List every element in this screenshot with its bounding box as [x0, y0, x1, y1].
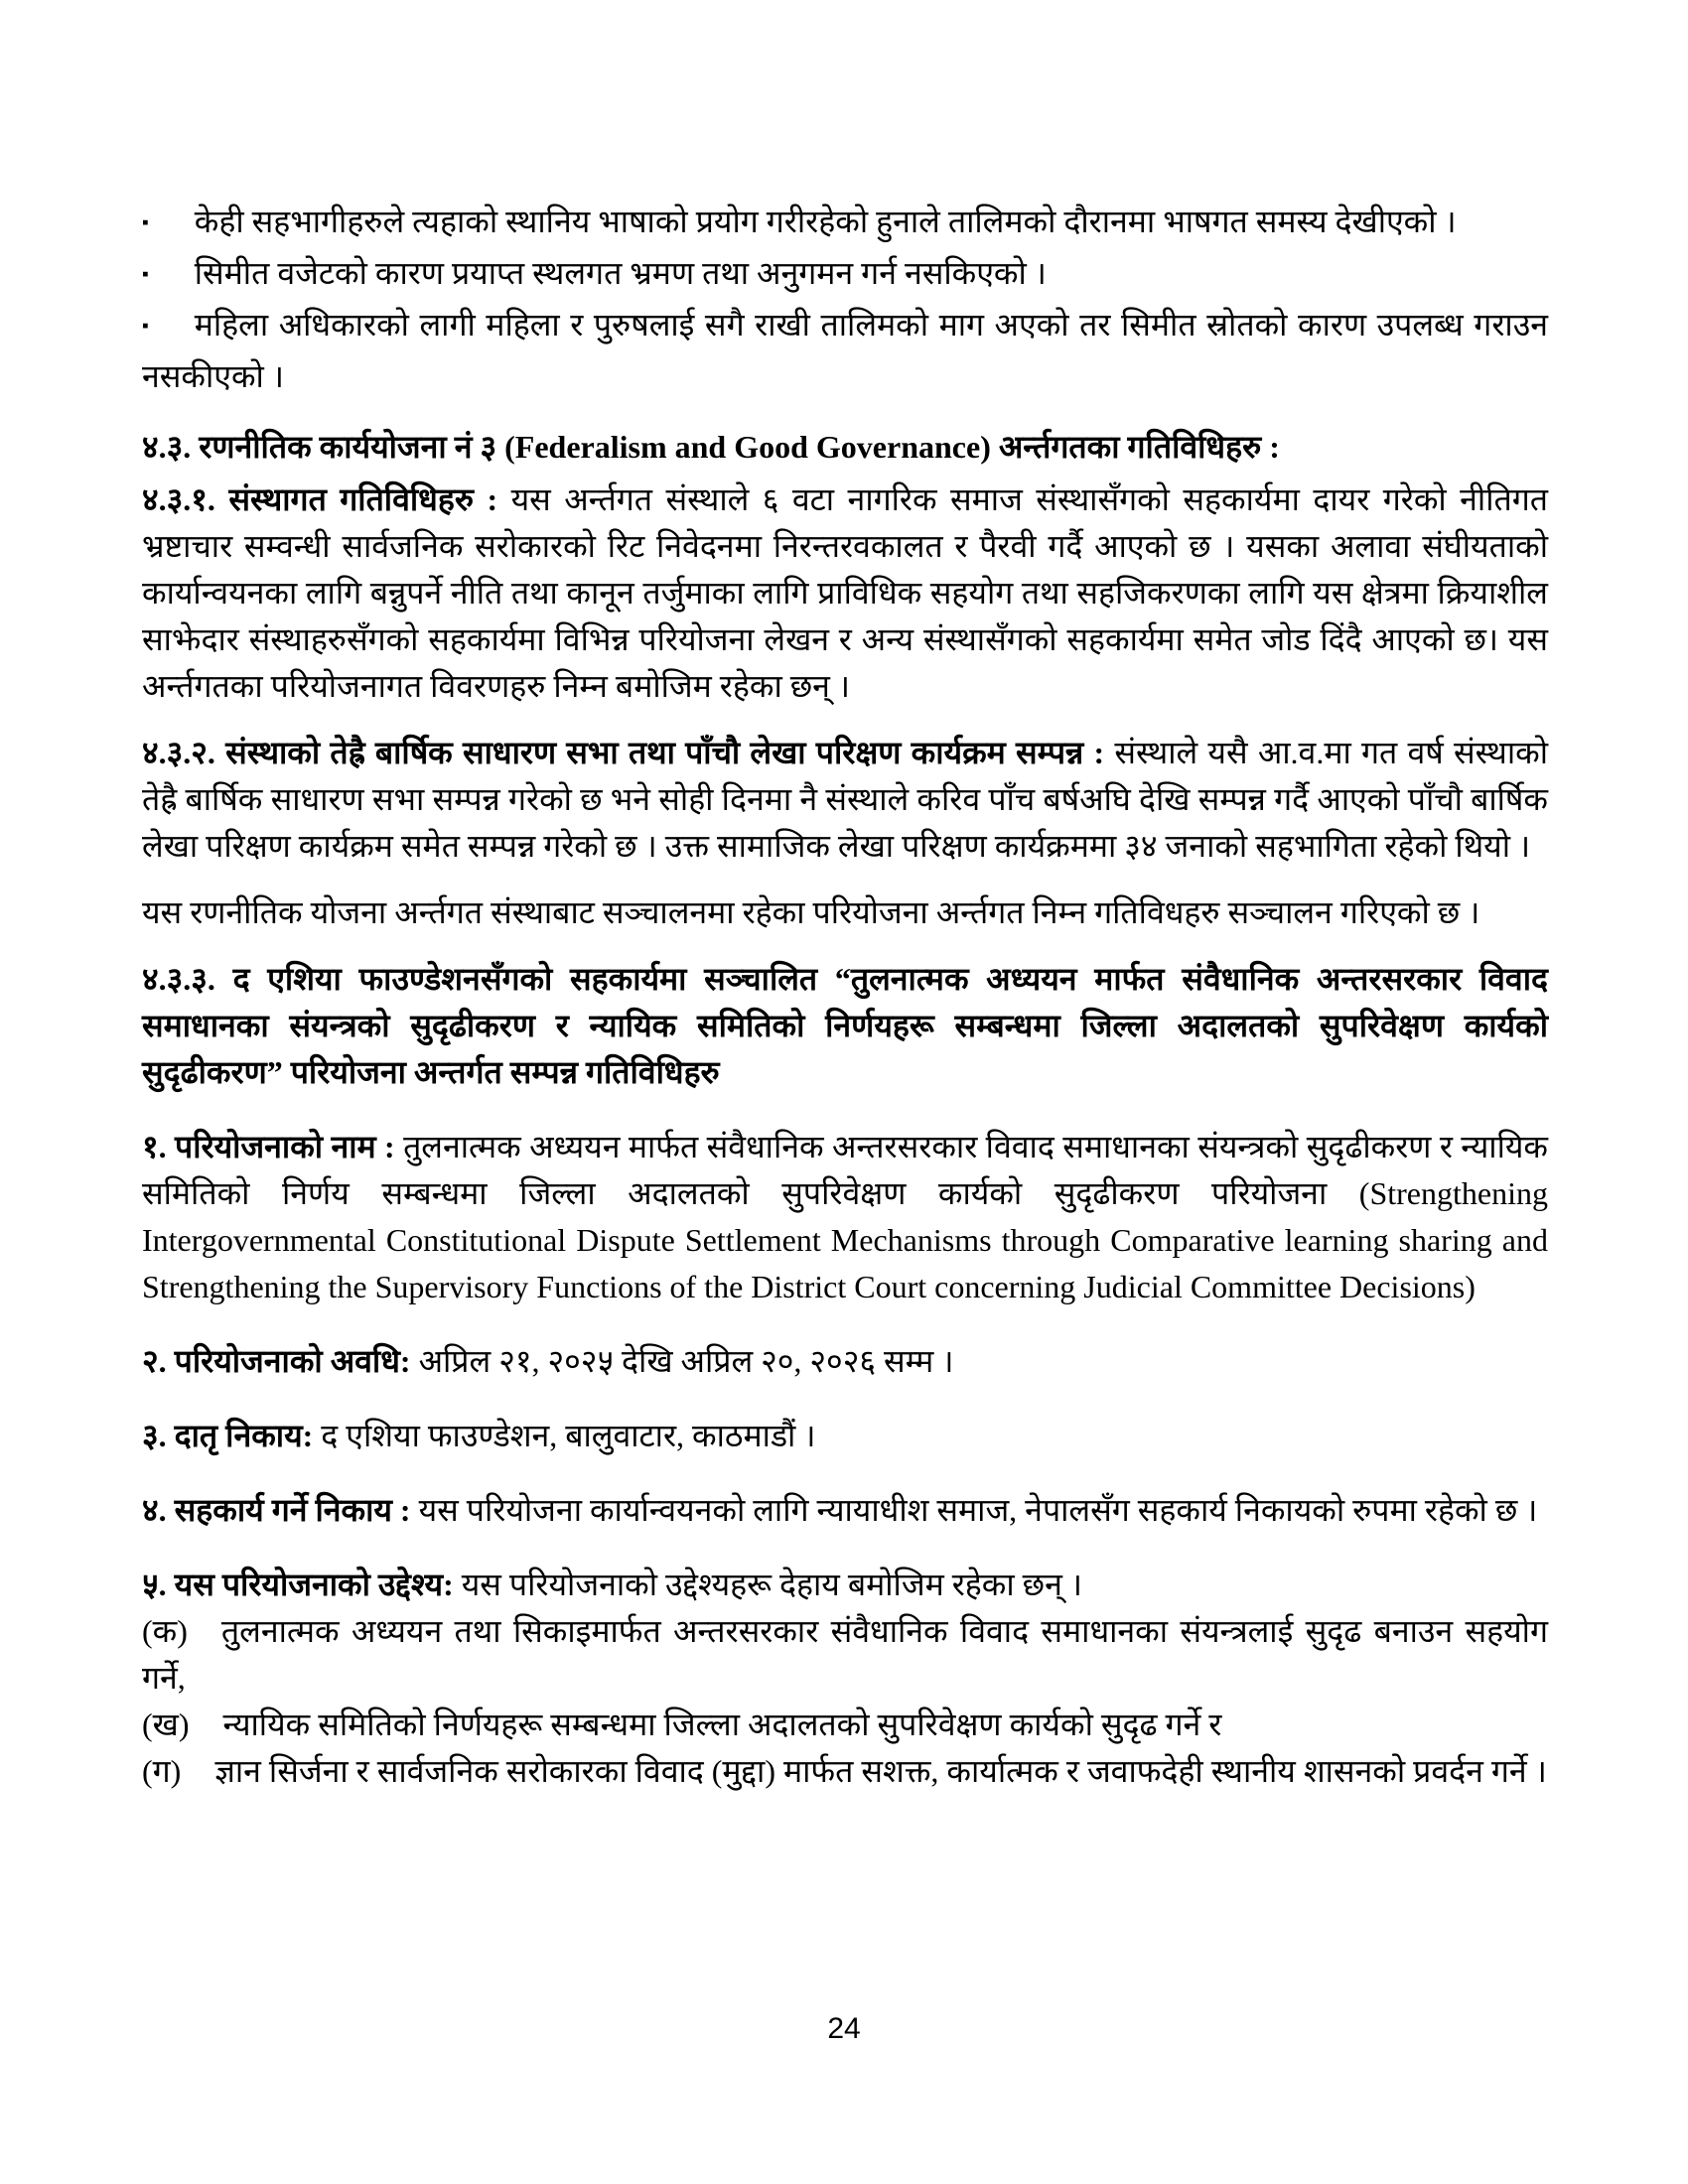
- para-strategic-intro: यस रणनीतिक योजना अर्न्तगत संस्थाबाट सञ्चालनमा रहेका परियोजना अर्न्तगत निम्न गतिविधहरु सञ्चालन गरिएको छ ।: [142, 894, 1480, 930]
- project-item-duration-text: अप्रिल २१, २०२५ देखि अप्रिल २०, २०२६ सम्म ।: [418, 1343, 954, 1379]
- project-item-partner-lead: ४. सहकार्य गर्ने निकाय :: [142, 1492, 419, 1528]
- project-item-donor-text: द एशिया फाउण्डेशन, बालुवाटार, काठमाडौं ।: [321, 1418, 816, 1453]
- objective-ka-text: तुलनात्मक अध्ययन तथा सिकाइमार्फत अन्तरसरकार संवैधानिक विवाद समाधानका संयन्त्रलाई सुदृढ बनाउन सहयोग गर्ने,: [142, 1613, 1548, 1696]
- objective-ka-label: (क): [142, 1613, 188, 1649]
- objective-ga: [142, 1748, 1548, 1795]
- project-item-donor-lead: ३. दातृ निकाय:: [142, 1418, 322, 1453]
- bullet-square-icon: ▪: [142, 212, 149, 233]
- para-4-3-1-lead: ४.३.१. संस्थागत गतिविधिहरु :: [142, 481, 511, 517]
- bullet-item: [142, 302, 1548, 400]
- bullet-square-icon: ▪: [142, 316, 149, 337]
- page-content: [142, 199, 1548, 1795]
- project-item-partner-text: यस परियोजना कार्यान्वयनको लागि न्यायाधीश समाज, नेपालसँग सहकार्य निकायको रुपमा रहेको छ ।: [418, 1492, 1538, 1528]
- bullet-item: [142, 199, 1548, 250]
- project-item-name-lead: १. परियोजनाको नाम :: [142, 1129, 404, 1164]
- objective-ka: [142, 1608, 1548, 1702]
- para-4-3-2-lead: ४.३.२. संस्थाको तेह्रै बार्षिक साधारण सभा तथा पाँचौ लेखा परिक्षण कार्यक्रम सम्पन्न :: [142, 735, 1115, 770]
- project-item-objectives-lead: ५. यस परियोजनाको उद्देश्य:: [142, 1567, 462, 1602]
- objective-ga-label: (ग): [142, 1753, 182, 1789]
- para-4-3-1-text: यस अर्न्तगत संस्थाले ६ वटा नागरिक समाज संस्थासँगको सहकार्यमा दायर गरेको नीतिगत भ्रष्टाचार सम्वन्धी सार्वजनिक सरोकारको रिट निवेदनमा निरन्तरवकालत र पैरवी गर्दै आएको छ । यसका अलावा संघीयताको कार्यान्वयनका लागि बन्नुपर्ने नीति तथा कानून तर्जुमाका लागि प्राविधिक सहयोग तथा सहजिकरणका लागि यस क्षेत्रमा क्रियाशील साझेदार संस्थाहरुसँगको सहकार्यमा विभिन्न परियोजना लेखन र अन्य संस्थासँगको सहकार्यमा समेत जोड दिंदै आएको छ। यस अर्न्तगतका परियोजनागत विवरणहरु निम्न बमोजिम रहेका छन् ।: [142, 481, 1548, 704]
- section-4-3-heading: ४.३. रणनीतिक कार्ययोजना नं ३ (Federalism and Good Governance) अर्न्तगतका गतिविधिहरु :: [142, 429, 1280, 465]
- project-item-duration: [142, 1338, 1548, 1385]
- project-item-objectives-text: यस परियोजनाको उद्देश्यहरू देहाय बमोजिम रहेका छन् ।: [461, 1567, 1082, 1602]
- project-item-donor: [142, 1413, 1548, 1459]
- project-item-partner: [142, 1487, 1548, 1534]
- page-number: 24: [827, 2012, 861, 2045]
- project-item-name-text: तुलनात्मक अध्ययन मार्फत संवैधानिक अन्तरसरकार विवाद समाधानका संयन्त्रको सुदृढीकरण र न्यायिक समितिको निर्णय सम्बन्धमा जिल्ला अदालतको सुपरिवेक्षण कार्यको सुदृढीकरण परियोजना (Strengthening Intergovernmental Constitutional Dispute Settlement Mechanisms through Comparative learning sharing and Strengthening the Supervisory Functions of the District Court concerning Judicial Committee Decisions): [142, 1129, 1549, 1304]
- para-4-3-2: [142, 730, 1548, 870]
- para-4-3-2-text: संस्थाले यसै आ.व.मा गत वर्ष संस्थाको तेह्रै बार्षिक साधारण सभा सम्पन्न गरेको छ भने सोही दिनमा नै संस्थाले करिव पाँच बर्षअघि देखि सम्पन्न गर्दै आएको पाँचौ बार्षिक लेखा परिक्षण कार्यक्रम समेत सम्पन्न गरेको छ । उक्त सामाजिक लेखा परिक्षण कार्यक्रममा ३४ जनाको सहभागिता रहेको थियो ।: [142, 735, 1548, 864]
- bullet-text: महिला अधिकारको लागी महिला र पुरुषलाई सगै राखी तालिमको माग अएको तर सिमीत स्रोतको कारण उपलब्ध गराउन नसकीएको ।: [142, 307, 1548, 394]
- project-item-name: [142, 1124, 1548, 1310]
- objective-ga-text: ज्ञान सिर्जना र सार्वजनिक सरोकारका विवाद (मुद्दा) मार्फत सशक्त, कार्यात्मक र जवाफदेही स्थानीय शासनको प्रवर्दन गर्ने ।: [214, 1753, 1547, 1789]
- objective-kha-label: (ख): [142, 1706, 190, 1742]
- bullet-square-icon: ▪: [142, 264, 149, 285]
- project-item-objectives: [142, 1562, 1548, 1608]
- objective-kha: [142, 1702, 1548, 1748]
- para-4-3-1: [142, 477, 1548, 710]
- section-4-3-3-heading: ४.३.३. द एशिया फाउण्डेशनसँगको सहकार्यमा सञ्चालित “तुलनात्मक अध्ययन मार्फत संवैधानिक अन्तरसरकार विवाद समाधानका संयन्त्रको सुदृढीकरण र न्यायिक समितिको निर्णयहरू सम्बन्धमा जिल्ला अदालतको सुपरिवेक्षण कार्यको सुदृढीकरण” परियोजना अन्तर्गत सम्पन्न गतिविधिहरु: [142, 961, 1548, 1090]
- bullet-item: [142, 250, 1548, 302]
- project-item-duration-lead: २. परियोजनाको अवधि:: [142, 1343, 419, 1379]
- objective-kha-text: न्यायिक समितिको निर्णयहरू सम्बन्धमा जिल्ला अदालतको सुपरिवेक्षण कार्यको सुदृढ गर्ने र: [222, 1706, 1222, 1742]
- bullet-text: केही सहभागीहरुले त्यहाको स्थानिय भाषाको प्रयोग गरीरहेको हुनाले तालिमको दौरानमा भाषगत समस्य देखीएको ।: [194, 204, 1457, 239]
- bullet-text: सिमीत वजेटको कारण प्रयाप्त स्थलगत भ्रमण तथा अनुगमन गर्न नसकिएको ।: [194, 255, 1047, 291]
